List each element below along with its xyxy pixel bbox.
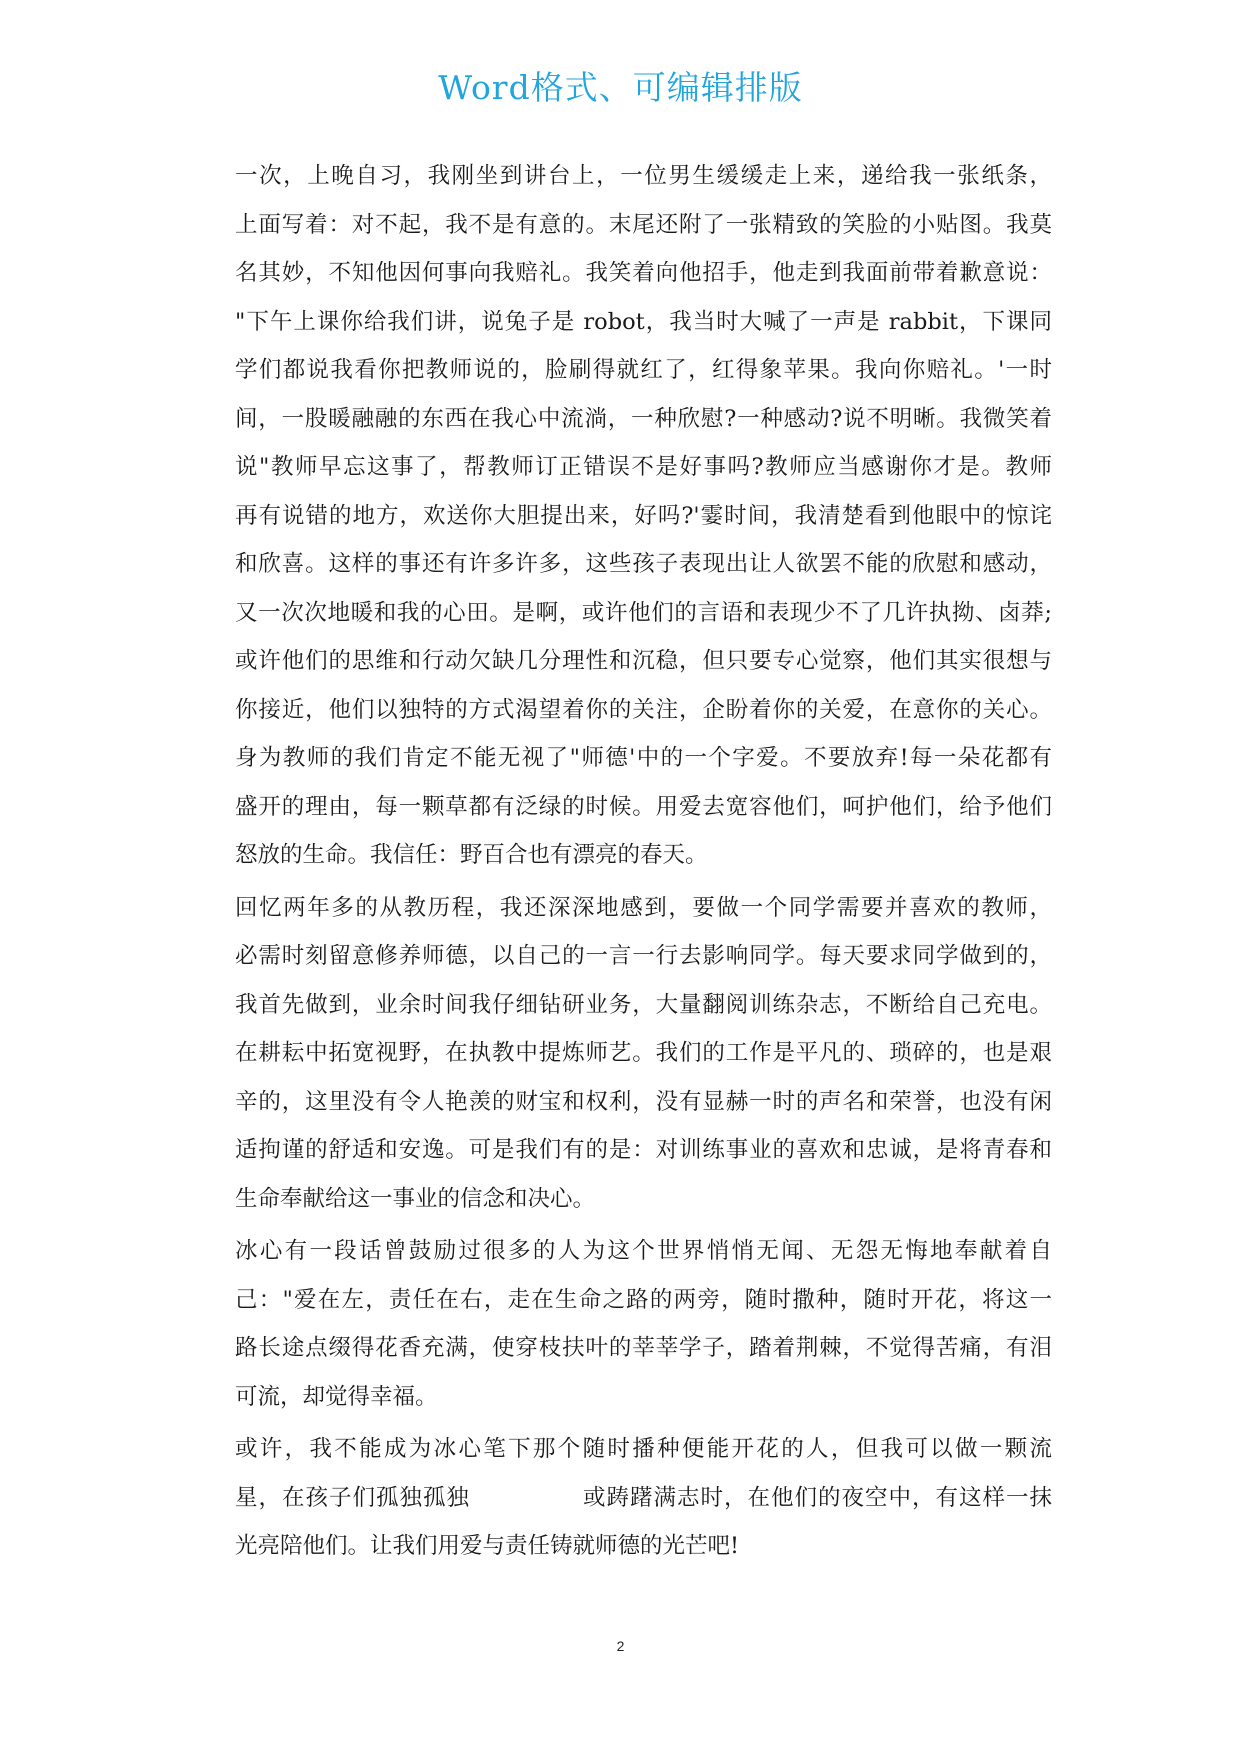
text-line: 路长途点缀得花香充满，使穿枝扶叶的莘莘学子，踏着荆棘，不觉得苦痛，有泪 — [235, 1335, 1052, 1361]
text-line: 你接近，他们以独特的方式渴望着你的关注，企盼着你的关爱，在意你的关心。 — [235, 696, 1052, 723]
text-line: 间，一股暖融融的东西在我心中流淌，一种欣慰?一种感动?说不明晰。我微笑着 — [235, 405, 1052, 432]
text-line: 生命奉献给这一事业的信念和决心。 — [235, 1185, 596, 1212]
page-number: 2 — [616, 1638, 625, 1654]
text-line: 又一次次地暖和我的心田。是啊，或许他们的言语和表现少不了几许执拗、卤莽; — [235, 599, 1052, 626]
text-line: 说"教师早忘这事了，帮教师订正错误不是好事吗?教师应当感谢你才是。教师 — [235, 454, 1052, 480]
text-line: 身为教师的我们肯定不能无视了"师德'中的一个字爱。不要放弃!每一朵花都有 — [235, 745, 1052, 771]
text-line: 辛的，这里没有令人艳羡的财宝和权利，没有显赫一时的声名和荣誉，也没有闲 — [235, 1088, 1052, 1115]
text-line: 盛开的理由，每一颗草都有泛绿的时候。用爱去宽容他们，呵护他们，给予他们 — [235, 793, 1052, 820]
text-line-split — [190, 1474, 1052, 1523]
text-line: 回忆两年多的从教历程，我还深深地感到，要做一个同学需要并喜欢的教师， — [235, 894, 1052, 921]
text-segment: 星，在孩子们孤独孤独 — [235, 1484, 470, 1511]
document-body — [190, 152, 1052, 1575]
text-line: 一次，上晚自习，我刚坐到讲台上，一位男生缓缓走上来，递给我一张纸条， — [235, 163, 1052, 189]
document-header-title: Word格式、可编辑排版 — [438, 68, 803, 107]
text-line: 名其妙，不知他因何事向我赔礼。我笑着向他招手，他走到我面前带着歉意说： — [235, 260, 1052, 286]
text-line: 和欣喜。这样的事还有许多许多，这些孩子表现出让人欲罢不能的欣慰和感动， — [235, 551, 1052, 577]
paragraph-3 — [190, 1227, 1052, 1421]
text-line: 或许，我不能成为冰心笔下那个随时播种便能开花的人，但我可以做一颗流 — [235, 1436, 1052, 1462]
text-line: 再有说错的地方，欢送你大胆提出来，好吗?'霎时间，我清楚看到他眼中的惊诧 — [235, 502, 1052, 529]
text-line: 怒放的生命。我信任：野百合也有漂亮的春天。 — [235, 842, 708, 868]
paragraph-1 — [190, 152, 1052, 880]
text-line: 或许他们的思维和行动欠缺几分理性和沉稳，但只要专心觉察，他们其实很想与 — [235, 648, 1052, 674]
text-line: 可流，却觉得幸福。 — [235, 1383, 438, 1410]
text-line: 上面写着：对不起，我不是有意的。末尾还附了一张精致的笑脸的小贴图。我莫 — [235, 211, 1052, 238]
paragraph-2 — [190, 884, 1052, 1224]
text-line: 光亮陪他们。让我们用爱与责任铸就师德的光芒吧! — [235, 1533, 740, 1559]
text-line: 我首先做到，业余时间我仔细钻研业务，大量翻阅训练杂志，不断给自己充电。 — [235, 991, 1052, 1018]
paragraph-4 — [190, 1425, 1052, 1571]
text-line: 适拘谨的舒适和安逸。可是我们有的是：对训练事业的喜欢和忠诚，是将青春和 — [235, 1137, 1052, 1163]
text-line: 冰心有一段话曾鼓励过很多的人为这个世界悄悄无闻、无怨无悔地奉献着自 — [235, 1238, 1052, 1264]
text-line: 学们都说我看你把教师说的，脸刷得就红了，红得象苹果。我向你赔礼。'一时 — [235, 357, 1052, 383]
text-line: 在耕耘中拓宽视野，在执教中提炼师艺。我们的工作是平凡的、琐碎的，也是艰 — [235, 1040, 1052, 1066]
text-line: 必需时刻留意修养师德，以自己的一言一行去影响同学。每天要求同学做到的， — [235, 943, 1052, 969]
text-line: "下午上课你给我们讲，说兔子是 robot，我当时大喊了一声是 rabbit，下课同 — [235, 308, 1052, 335]
text-line: 己："爱在左，责任在右，走在生命之路的两旁，随时撒种，随时开花，将这一 — [235, 1286, 1052, 1313]
text-segment: 或踌躇满志时，在他们的夜空中，有这样一抹 — [582, 1484, 1052, 1511]
